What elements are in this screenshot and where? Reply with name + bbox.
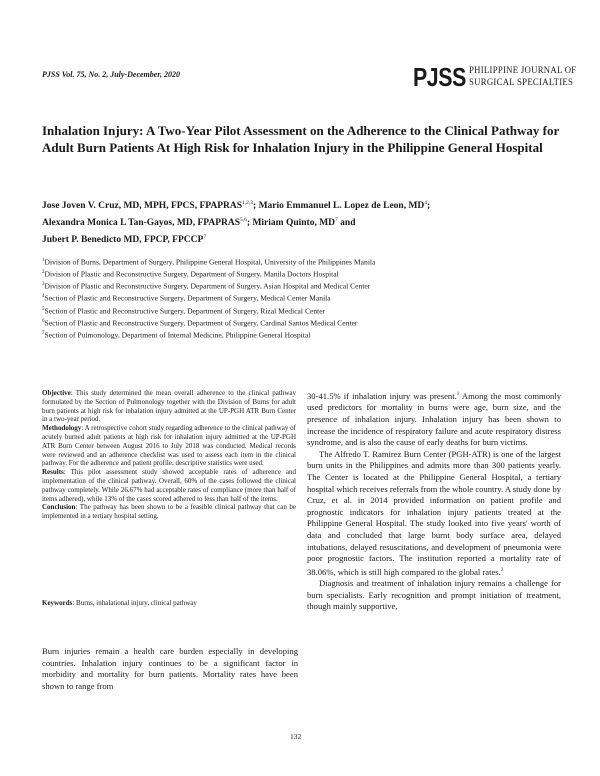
affiliation-num: 1: [42, 258, 45, 263]
body-paragraph: Burn injuries remain a health care burden especially in developing countries. Inhalation injury continues to be a significant factor in morbidity and mortality for burn patients. Mortality rates have been shown to range from: [42, 646, 298, 691]
affiliation-text: Section of Pulmonology, Department of Internal Medicine, Philippine General Hospital: [44, 330, 311, 340]
logo-abbrev: PJSS: [413, 62, 466, 92]
abstract-label: Objective: [42, 389, 71, 397]
affiliation-item: [42, 329, 562, 341]
abstract-label: Results: [42, 468, 64, 477]
abstract: [42, 389, 296, 521]
body-text: 30-41.5% if inhalation injury was present.: [307, 390, 457, 401]
affiliation-text: Section of Plastic and Reconstructive Surgery, Department of Surgery, Rizal Medical Center: [44, 306, 326, 316]
author-name: Mario Emmanuel L. Lopez de Leon, MD: [258, 201, 425, 212]
body-column-left: [42, 646, 298, 692]
abstract-results: [42, 468, 296, 503]
journal-citation: PJSS Vol. 75, No. 2, July-December, 2020: [42, 70, 180, 79]
article-title: Inhalation Injury: A Two-Year Pilot Assessment on the Adherence to the Clinical Pathway for Adult Burn Patients At High Risk for Inhalation Injury in the Philippine General Hospital: [42, 123, 560, 155]
abstract-text: : The pathway has been shown to be a feasible clinical pathway that can be implemented in a tertiary hospital setting.: [42, 503, 296, 521]
reference-marker: 1: [456, 392, 460, 397]
affiliation-num: 4: [42, 294, 45, 300]
logo-text: [469, 65, 576, 89]
affiliation-num: 2: [42, 270, 45, 276]
logo-line2: SURGICAL SPECIALTIES: [469, 78, 574, 88]
affiliation-num: 7: [42, 330, 45, 336]
body-paragraph: Diagnosis and treatment of inhalation injury remains a challenge for burn specialists. Early recognition and prompt initiation of treatment, though mainly supportive,: [307, 578, 561, 612]
author-name: Jose Joven V. Cruz, MD, MPH, FPCS, FPAPRAS: [42, 201, 243, 212]
affiliation-item: [42, 305, 562, 317]
body-column-right: [307, 389, 561, 613]
affiliation-text: Division of Plastic and Reconstructive Surgery, Department of Surgery, Asian Hospital and Medical Center: [44, 281, 371, 291]
affiliation-num: 3: [42, 282, 45, 288]
body-paragraph: [307, 389, 561, 449]
page-number: 132: [290, 732, 302, 741]
abstract-text: : This pilot assessment study showed acceptable rates of adherence and implementation of the clinical pathway. Overall, 60% of the cases followed the clinical pathway completely. While 26.67% had acceptable rates of compliance (more than half of items adhered), while 13% of the cases scored adhered to less than half of the items.: [42, 468, 296, 503]
body-paragraph: [307, 449, 561, 578]
author-name: Alexandra Monica L Tan-Gayos, MD, FPAPRAS: [42, 218, 241, 229]
affiliation-num: 5: [42, 306, 45, 312]
affiliation-item: [42, 317, 562, 329]
author-list: Jose Joven V. Cruz, MD, MPH, FPCS, FPAPRAS$^{1,2,3}$; Mario Emmanuel L. Lopez de Leon, $MD^4$; Alexandra Monica L Tan-Gayos, MD, FPAPRAS$^{5,6}$; Miriam Quinto, $MD^7$ and Jubert P. Benedicto MD, FPCP, FPCCP$^7$: [42, 200, 431, 246]
author-sup: 7: [335, 217, 338, 224]
affiliation-num: 6: [42, 318, 45, 324]
author-name: Jubert P. Benedicto MD, FPCP, FPCCP: [42, 235, 204, 246]
author-name: Miriam Quinto, MD: [252, 218, 336, 229]
affiliation-text: Section of Plastic and Reconstructive Surgery, Department of Surgery, Medical Center Manila: [44, 293, 331, 303]
abstract-conclusion: [42, 503, 296, 521]
abstract-objective: [42, 389, 296, 424]
affiliation-text: Division of Plastic and Reconstructive Surgery, Department of Surgery, Manila Doctors Hospital: [44, 269, 339, 279]
keywords-label: Keywords: [42, 599, 73, 607]
affiliation-item: [42, 256, 562, 268]
affiliation-item: [42, 292, 562, 304]
affiliation-list: [42, 256, 562, 341]
keywords-text: : Burns, inhalational injury, clinical pathway: [72, 599, 197, 607]
reference-marker: 2: [500, 567, 504, 573]
affiliation-text: Section of Plastic and Reconstructive Surgery, Department of Surgery, Cardinal Santos Medical Center: [44, 318, 358, 328]
affiliation-item: [42, 268, 562, 280]
author-sup: 7: [203, 234, 207, 241]
body-text: The Alfredo T. Ramirez Burn Center (PGH-ATR) is one of the largest burn units in the Philippines and admits more than 300 patients yearly. The Center is located at the Philippine General Hospital, a tertiary hospital which receives referrals from the whole country. A study done by Cruz, et al. in 2014 provided information on patient profile and prognostic indicators for inhalation injury patients treated at the Philippine General Hospital. The study looked into five years' worth of data and concluded that large burnt body surface area, delayed intubations, delayed resuscitations, and development of pneumonia were poor prognostic factors. The institution reported a mortality rate of 38.06%, which is still high compared to the global rates.: [307, 448, 561, 577]
abstract-label: Conclusion: [42, 503, 76, 512]
abstract-methodology: [42, 424, 296, 468]
affiliation-item: [42, 280, 562, 292]
affiliation-text: Division of Burns, Department of Surgery, Philippine General Hospital, University of the Philippines Manila: [44, 257, 376, 267]
keywords: [42, 599, 296, 607]
author-sup: 5,6: [240, 217, 247, 224]
abstract-label: Methodology: [42, 424, 82, 433]
author-sup: 1,2,3: [242, 200, 254, 206]
journal-logo: [413, 64, 586, 90]
abstract-text: : A retrospective cohort study regarding adherence to the clinical pathway of acutely burned adult patients at high risk for inhalation injury admitted at the UP-PGH ATR Burn Center between August 2016 to July 2018 was conducted. Medical records were reviewed and an adherence checklist was used to assess each item in the clinical pathway. For the adherence and patient profile, descriptive statistics were used.: [42, 424, 296, 468]
author-sup: 4: [424, 200, 428, 206]
abstract-text: : This study determined the mean overall adherence to the clinical pathway formulated by the Section of Pulmonology together with the Division of Burns for adult burn patients at high risk for inhalation injury admitted at the UP-PGH ATR Burn Center in a two-year period.: [42, 389, 296, 424]
logo-line1: PHILIPPINE JOURNAL OF: [469, 66, 577, 76]
body-text: Among the most commonly used predictors for mortality in burns were age, burn size, and the presence of inhalation injury. Inhalation injury has been shown to increase the incidence of respiratory failure and acute respiratory distress syndrome, and is also the cause of early deaths for burn victims.: [307, 390, 561, 448]
